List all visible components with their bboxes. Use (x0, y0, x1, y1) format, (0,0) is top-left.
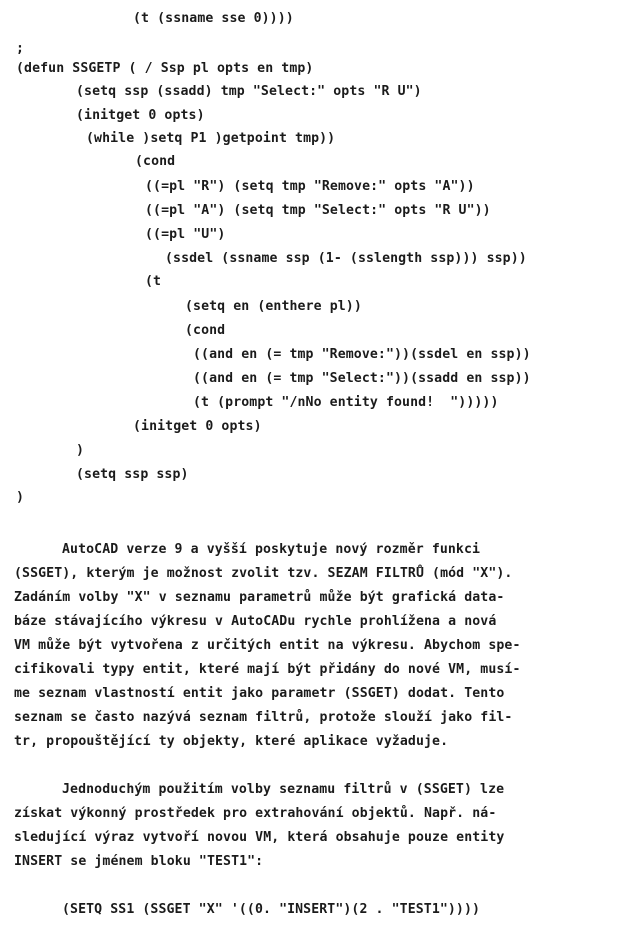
code-line: (while )setq P1 )getpoint tmp)) (86, 131, 336, 146)
paragraph-line: me seznam vlastností entit jako parametr (SSGET) dodat. Tento (14, 686, 505, 701)
code-line: (t (prompt "/nNo entity found! "))))) (193, 395, 499, 410)
code-line: ) (16, 490, 25, 505)
paragraph-line: tr, propouštějící ty objekty, které aplikace vyžaduje. (14, 734, 449, 749)
paragraph-line: získat výkonný prostředek pro extrahování objektů. Např. ná- (14, 806, 497, 821)
code-line: ((=pl "U") (145, 227, 226, 242)
code-line: (initget 0 opts) (133, 419, 262, 434)
paragraph-line: báze stávajícího výkresu v AutoCADu rychle prohlížena a nová (14, 614, 497, 629)
code-line: ((and en (= tmp "Remove:"))(ssdel en ssp)) (193, 347, 531, 362)
paragraph-line: Zadáním volby "X" v seznamu parametrů může být grafická data- (14, 590, 505, 605)
paragraph-line: (SSGET), kterým je možnost zvolit tzv. SEZAM FILTRŮ (mód "X"). (14, 566, 513, 581)
paragraph-line: sledující výraz vytvoří novou VM, která obsahuje pouze entity (14, 830, 505, 845)
paragraph-line: VM může být vytvořena z určitých entit na výkresu. Abychom spe- (14, 638, 521, 653)
paragraph-line: Jednoduchým použitím volby seznamu filtrů v (SSGET) lze (62, 782, 505, 797)
paragraph-line: cifikovali typy entit, které mají být přidány do nové VM, musí- (14, 662, 521, 677)
code-line: (setq ssp (ssadd) tmp "Select:" opts "R U") (76, 84, 422, 99)
paragraph-line: seznam se často nazývá seznam filtrů, protože slouží jako fil- (14, 710, 513, 725)
code-line: ) (76, 443, 85, 458)
code-line: (t (145, 274, 162, 289)
paragraph-line: AutoCAD verze 9 a vyšší poskytuje nový rozměr funkci (62, 542, 481, 557)
code-line: (cond (185, 323, 226, 338)
code-line: (cond (135, 154, 176, 169)
paragraph-line: INSERT se jménem bloku "TEST1": (14, 854, 264, 869)
code-line: ((and en (= tmp "Select:"))(ssadd en ssp)) (193, 371, 531, 386)
code-line: ((=pl "R") (setq tmp "Remove:" opts "A")) (145, 179, 475, 194)
code-line: (initget 0 opts) (76, 108, 205, 123)
code-line: ((=pl "A") (setq tmp "Select:" opts "R U")) (145, 203, 491, 218)
code-line: ; (16, 41, 25, 56)
code-line: (setq en (enthere pl)) (185, 299, 362, 314)
code-line: (setq ssp ssp) (76, 467, 189, 482)
example-code-line: (SETQ SS1 (SSGET "X" '((0. "INSERT")(2 . "TEST1")))) (62, 902, 481, 917)
code-line: (defun SSGETP ( / Ssp pl opts en tmp) (16, 61, 314, 76)
code-line: (t (ssname sse 0)))) (133, 11, 294, 26)
code-line: (ssdel (ssname ssp (1- (sslength ssp))) ssp)) (165, 251, 527, 266)
